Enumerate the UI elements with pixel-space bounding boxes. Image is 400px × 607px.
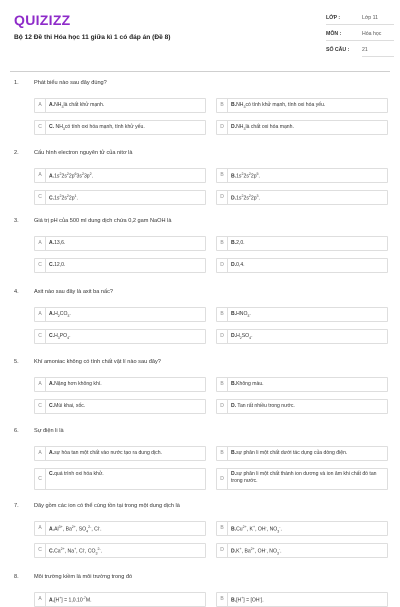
option-letter: B [217, 378, 228, 391]
option-letter: C [35, 544, 46, 557]
option-text: C.12,0. [49, 262, 66, 268]
option-letter: A [35, 522, 46, 535]
question-number: 2. [14, 150, 19, 156]
option-text: D.0,4. [231, 262, 245, 268]
option-text: $A.1s^22s^22p^63s^23p^2$. [49, 172, 94, 180]
option-text: $B.NH_3có$ tính khử mạnh, tính oxi hóa yếu. [231, 102, 326, 110]
option-text: $C.1s^22s^22p^1$. [49, 194, 78, 202]
option-letter: B [217, 237, 228, 250]
answer-option-b[interactable] [216, 98, 388, 113]
option-letter: D [217, 191, 228, 204]
answer-option-c[interactable] [34, 190, 206, 205]
answer-option-a[interactable] [34, 446, 206, 461]
option-letter: D [217, 330, 228, 343]
option-text: A.sự hòa tan một chất vào nước tạo ra dung dịch. [49, 450, 162, 456]
page-header [0, 0, 400, 68]
option-letter: A [35, 237, 46, 250]
option-letter: B [217, 308, 228, 321]
question-number: 1. [14, 80, 19, 86]
option-letter: B [217, 447, 228, 460]
page-title: Bộ 12 Đề thi Hóa học 11 giữa kì 1 có đáp án (Đề 8) [14, 34, 171, 41]
option-text: A.13,6. [49, 240, 66, 246]
option-letter: C [35, 259, 46, 272]
option-text: B.sự phân li một chất dưới tác dụng của dòng điện. [231, 450, 348, 456]
answer-option-d[interactable] [216, 190, 388, 205]
question-number: 7. [14, 503, 19, 509]
option-letter: D [217, 400, 228, 413]
question-text: Cấu hình electron nguyên tử của nitơ là [34, 150, 133, 156]
question-number: 5. [14, 359, 19, 365]
option-text: $C.Ca^{2+}$, Na+, Cl-, $CO_3^{2-}$. [49, 547, 103, 556]
option-text: B.[H+] = [OH-]. [231, 596, 264, 604]
answer-option-a[interactable] [34, 98, 206, 113]
option-letter: A [35, 169, 46, 182]
option-letter: B [217, 99, 228, 112]
option-text: $A.H_2CO_3$. [49, 311, 71, 319]
option-text: D.K+, $Ba^{2+}$, OH-, $NO_3^-$. [231, 547, 282, 556]
answer-option-b[interactable] [216, 377, 388, 392]
option-text: C.quá trình oxi hóa khử. [49, 471, 104, 477]
answer-option-c[interactable] [34, 468, 206, 490]
answer-option-d[interactable] [216, 543, 388, 558]
option-letter: B [217, 169, 228, 182]
option-letter: C [35, 400, 46, 413]
answer-option-c[interactable] [34, 120, 206, 135]
option-text: $A.[H^+] = 1,0.10^{-7}M$. [49, 596, 92, 604]
answer-option-d[interactable] [216, 329, 388, 344]
answer-option-c[interactable] [34, 399, 206, 414]
header-divider [10, 71, 390, 72]
option-text: $B.HNO_3$. [231, 311, 251, 319]
question-number: 4. [14, 289, 19, 295]
option-text: $D.1s^22s^22p^3$. [231, 194, 260, 202]
option-text: $D.H_2SO_4$. [231, 333, 253, 341]
answer-option-c[interactable] [34, 258, 206, 273]
divider [362, 56, 394, 57]
option-text: $A.Al^{3+}$, $Ba^{2+}$, $SO_4^{2-}$, Cl-. [49, 525, 102, 534]
answer-option-b[interactable] [216, 446, 388, 461]
option-letter: D [217, 544, 228, 557]
question-text: Sự điện li là [34, 428, 64, 434]
option-text: A.Nặng hơn không khí. [49, 381, 102, 387]
answer-option-d[interactable] [216, 258, 388, 273]
answer-option-b[interactable] [216, 168, 388, 183]
question-text: Khí amoniac không có tính chất vật lí nào sau đây? [34, 359, 161, 365]
option-letter: B [217, 522, 228, 535]
option-text: $B.1s^22s^22p^5$. [231, 172, 260, 180]
question-number: 3. [14, 218, 19, 224]
answer-option-a[interactable] [34, 377, 206, 392]
option-text: $C.H_3PO_4$. [49, 333, 71, 341]
divider [326, 24, 394, 25]
answer-option-b[interactable] [216, 307, 388, 322]
option-text: B.Không màu. [231, 381, 264, 387]
meta-label: MÔN : [326, 31, 342, 37]
answer-option-d[interactable] [216, 120, 388, 135]
option-text: D. Tan rất nhiều trong nước. [231, 403, 295, 409]
meta-label: LỚP : [326, 15, 341, 21]
option-letter: D [217, 259, 228, 272]
question-text: Dãy gồm các ion có thể cùng tồn tại trong một dung dịch là [34, 503, 180, 509]
option-text: B.2,0. [231, 240, 245, 246]
option-letter: D [217, 469, 228, 489]
option-letter: B [217, 593, 228, 606]
question-text: Môi trường kiềm là môi trường trong đó [34, 574, 133, 580]
option-letter: A [35, 378, 46, 391]
question-text: Axit nào sau đây là axit ba nấc? [34, 289, 113, 295]
answer-option-b[interactable] [216, 521, 388, 536]
option-letter: C [35, 191, 46, 204]
meta-value: 21 [362, 47, 368, 53]
question-text: Phát biểu nào sau đây đúng? [34, 80, 107, 86]
option-text: $D.NH_3là$ chất oxi hóa mạnh. [231, 124, 294, 132]
option-letter: C [35, 469, 46, 489]
question-number: 8. [14, 574, 19, 580]
question-number: 6. [14, 428, 19, 434]
option-letter: C [35, 121, 46, 134]
answer-option-a[interactable] [34, 307, 206, 322]
option-text: $B.Cu^{2+}$, K+, OH-, $NO_3^-$. [231, 525, 282, 534]
option-letter: A [35, 593, 46, 606]
quizizz-logo: QUIZIZZ [14, 12, 71, 28]
answer-option-d[interactable] [216, 468, 388, 490]
answer-option-c[interactable] [34, 329, 206, 344]
meta-label: SỐ CÂU : [326, 47, 350, 53]
option-letter: A [35, 447, 46, 460]
option-text: D.sự phân li một chất thành ion dương và ion âm khi chất đó tan trong nước. [231, 471, 377, 484]
answer-option-a[interactable] [34, 521, 206, 536]
option-text: C.Mùi khai, xốc. [49, 403, 86, 409]
answer-option-a[interactable] [34, 236, 206, 251]
meta-value: Lớp 11 [362, 15, 378, 21]
meta-value: Hóa học [362, 31, 382, 37]
divider [326, 40, 394, 41]
answer-option-b[interactable] [216, 236, 388, 251]
answer-option-c[interactable] [34, 543, 206, 558]
answer-option-d[interactable] [216, 399, 388, 414]
option-text: $A.NH_3là$ chất khử mạnh. [49, 102, 105, 110]
option-letter: C [35, 330, 46, 343]
answer-option-a[interactable] [34, 168, 206, 183]
option-letter: A [35, 308, 46, 321]
question-text: Giá trị pH của 500 ml dung dịch chứa 0,2 gam NaOH là [34, 218, 172, 224]
option-letter: A [35, 99, 46, 112]
option-letter: D [217, 121, 228, 134]
option-text: C. $NH_3có$ tính oxi hóa mạnh, tính khử yếu. [49, 124, 145, 132]
